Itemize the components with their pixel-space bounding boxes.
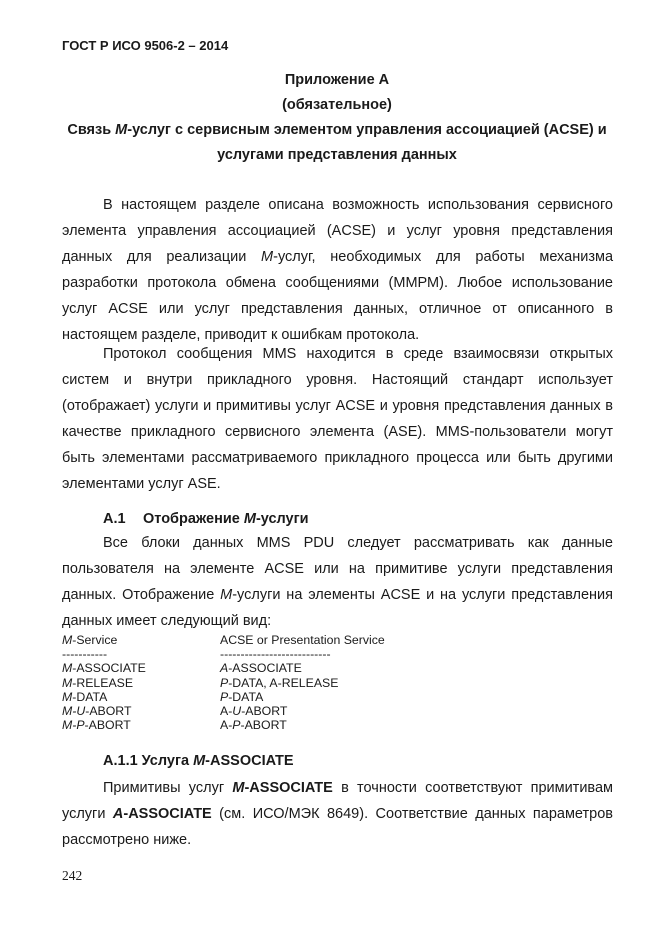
intro-paragraph-2: Протокол сообщения MMS находится в среде взаимосвязи открытых систем и внутри прикладного уровня. Настоящий стандарт использует (отображает) услуги и примитивы услуг ACSE и уровня представления данных в качестве прикладного сервисного элемента (ASE). MMS-пользователи могут быть элементами рассматриваемого прикладного процесса или быть другими элементами услуг ASE. [62,346,613,492]
section-title: -услуги [255,511,309,527]
section-a1-heading [103,511,309,527]
mapping-text: -ABORT [241,704,288,719]
mapping-text: -ABORT [84,718,131,733]
mapping-text: -DATA, A-RELEASE [228,675,339,690]
section-title-italic: М [193,753,206,769]
mapping-dash-row [62,647,385,661]
mapping-dash-right: --------------------------- [220,647,331,662]
mapping-italic: M [62,661,73,676]
mapping-table [62,633,385,732]
mapping-text: -ABORT [85,704,132,719]
annex-status: (обязательное) [282,97,392,113]
paragraph-text: -услуги на элементы ACSE и на услуги представления данных имеет следующий вид: [62,587,613,629]
mapping-left [62,676,220,690]
mapping-italic: M [62,633,73,647]
annex-heading-line1 [62,122,612,138]
paragraph-text: Все блоки данных MMS PDU следует рассматривать как данные пользователя на элементе ACSE или на примитиве услуги представления данных. Отображение [62,535,613,603]
section-a11-paragraph [62,775,613,853]
paragraph-italic: М [220,587,233,603]
annex-heading-line2: услугами представления данных [217,147,457,163]
paragraph-bold: -ASSOCIATE [244,780,333,796]
section-a11-heading [103,753,294,769]
paragraph-bold-italic: A [112,806,124,822]
mapping-text: -DATA [72,689,108,704]
mapping-left [62,704,220,718]
section-a1-paragraph [62,530,613,634]
mapping-header-left [62,633,220,647]
mapping-left [62,690,220,704]
mapping-italic: P [232,718,241,733]
mapping-text: -ASSOCIATE [228,661,302,676]
mapping-italic: A [220,661,229,676]
mapping-right [220,718,287,732]
mapping-dash-left: ----------- [62,647,108,662]
mapping-text: -DATA [228,689,264,704]
mapping-text: -Service [72,633,118,647]
section-title: -ASSOCIATE [205,753,294,769]
mapping-header-row [62,633,385,647]
mapping-row [62,676,385,690]
mapping-italic: M [62,689,73,704]
mapping-left [62,661,220,675]
mapping-text: A- [220,718,233,733]
mapping-italic: P [220,689,229,704]
mapping-italic: M-U [62,704,86,719]
mapping-row [62,661,385,675]
mapping-right [220,676,338,690]
paragraph-bold-italic: M [232,780,245,796]
mapping-text: A- [220,704,233,719]
mapping-italic: M [62,675,73,690]
section-title-italic: М [243,511,256,527]
mapping-left [62,718,220,732]
paragraph-text: (см. ИСО/МЭК 8649). Соответствие данных параметров рассмотрено ниже. [62,806,613,848]
mapping-right [220,661,302,675]
paragraph-bold: -ASSOCIATE [123,806,212,822]
mapping-italic: U [232,704,242,719]
page-number: 242 [62,868,83,883]
paragraph-text: Примитивы услуг [103,780,233,796]
section-number: А.1 [103,511,126,527]
document-header: ГОСТ Р ИСО 9506-2 – 2014 [62,38,229,53]
mapping-right [220,704,287,718]
section-title: А.1.1 Услуга [103,753,194,769]
paragraph-text: В настоящем разделе описана возможность использования сервисного элемента управления ассоциацией (ACSE) и услуг уровня представления данных для реализации [62,197,613,265]
mapping-text: -ASSOCIATE [72,661,146,676]
heading-text: Связь [67,122,116,138]
annex-title: Приложение А [284,72,390,88]
mapping-italic: M-P [62,718,85,733]
mapping-row [62,704,385,718]
mapping-row [62,690,385,704]
paragraph-text: -услуг, необходимых для работы механизма разработки протокола обмена сообщениями (ММРМ). Любое использование услуг ACSE или услуг представления данных, отличное от описанного в настоящем разделе, приводит к ошибкам протокола. [62,249,614,343]
mapping-italic: P [220,675,229,690]
mapping-right [220,690,263,704]
heading-italic: М [115,122,128,138]
mapping-row [62,718,385,732]
paragraph-italic: М [261,249,274,265]
intro-paragraph-1 [62,192,613,348]
paragraph-text: в точности соответствуют примитивам услуги [62,780,613,822]
mapping-text: -ABORT [240,718,287,733]
section-title: Отображение [143,511,244,527]
mapping-text: -RELEASE [72,675,134,690]
mapping-header-right: ACSE or Presentation Service [220,633,385,647]
heading-text: -услуг с сервисным элементом управления ассоциацией (ACSE) и [127,122,607,138]
